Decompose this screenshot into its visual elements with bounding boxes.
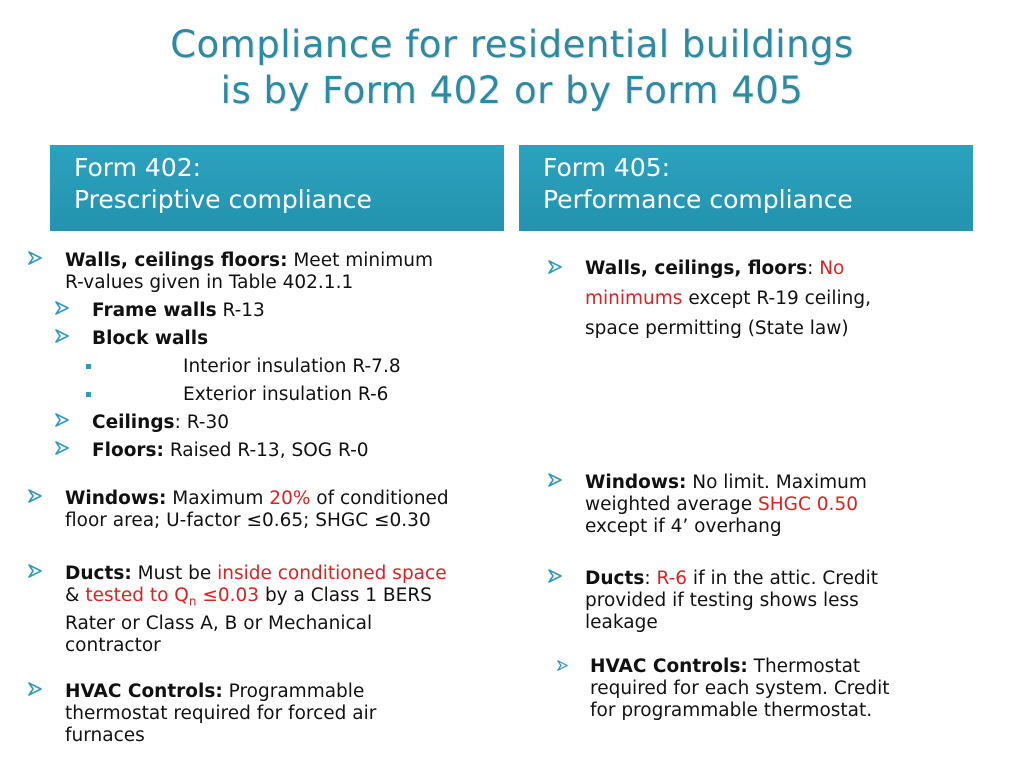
arrow-bullet-icon xyxy=(28,682,42,696)
form-402-windows-block xyxy=(28,488,508,532)
list-item-windows: Windows: Maximum 20% of conditioned floor area; U-factor ≤0.65; SHGC ≤0.30 xyxy=(28,488,508,532)
slide-title xyxy=(0,22,1024,114)
list-item-ducts: Ducts: Must be inside conditioned space & tested to $Q_n \le 0.03$ by a Class 1 BERS Rater or Class A, B or Mechanical contractor xyxy=(28,563,508,657)
list-item-exterior-insulation: Exterior insulation R-6 xyxy=(86,384,508,406)
arrow-bullet-icon xyxy=(28,564,42,578)
title-line-2: is by Form 402 or by Form 405 xyxy=(220,69,804,112)
list-item-frame-walls: Frame walls R-13 xyxy=(55,300,508,322)
list-item-walls: Walls, ceilings, floors: No minimums except R-19 ceiling, space permitting (State law) xyxy=(548,254,988,344)
title-line-1: Compliance for residential buildings xyxy=(170,23,854,66)
arrow-bullet-icon xyxy=(55,329,69,343)
list-item-hvac-controls: HVAC Controls: Programmable thermostat required for forced air furnaces xyxy=(28,681,508,747)
list-item-walls: Walls, ceilings floors: Meet minimum R-values given in Table 402.1.1 xyxy=(28,250,508,294)
square-bullet-icon xyxy=(86,364,91,369)
list-item-hvac-controls: HVAC Controls: Thermostat required for each system. Credit for programmable thermostat. xyxy=(555,656,985,722)
arrow-bullet-icon xyxy=(548,569,562,583)
list-item-interior-insulation: Interior insulation R-7.8 xyxy=(86,356,508,378)
form-405-windows-block xyxy=(548,472,988,538)
form-402-hvac-block xyxy=(28,681,508,747)
arrow-bullet-icon xyxy=(55,441,69,455)
arrow-bullet-icon xyxy=(557,660,568,671)
arrow-bullet-icon xyxy=(55,301,69,315)
form-402-header xyxy=(50,145,504,231)
form-402-header-line-2: Prescriptive compliance xyxy=(74,185,372,214)
form-405-ducts-block xyxy=(548,568,988,634)
square-bullet-icon xyxy=(86,392,91,397)
form-405-header-line-2: Performance compliance xyxy=(543,185,853,214)
arrow-bullet-icon xyxy=(28,251,42,265)
form-405-hvac-block xyxy=(555,656,985,722)
list-item-ducts: Ducts: R-6 if in the attic. Credit provided if testing shows less leakage xyxy=(548,568,988,634)
form-402-header-line-1: Form 402: xyxy=(74,153,202,182)
arrow-bullet-icon xyxy=(55,413,69,427)
form-405-header-line-1: Form 405: xyxy=(543,153,671,182)
list-item-block-walls: Block walls xyxy=(55,328,508,350)
arrow-bullet-icon xyxy=(28,489,42,503)
arrow-bullet-icon xyxy=(548,260,562,274)
form-402-walls-block xyxy=(28,250,508,462)
list-item-ceilings: Ceilings: R-30 xyxy=(55,412,508,434)
arrow-bullet-icon xyxy=(548,473,562,487)
list-item-windows: Windows: No limit. Maximum weighted average SHGC 0.50 except if 4’ overhang xyxy=(548,472,988,538)
form-405-walls-block xyxy=(548,254,988,344)
form-405-header xyxy=(519,145,973,231)
form-402-ducts-block xyxy=(28,563,508,657)
list-item-floors: Floors: Raised R-13, SOG R-0 xyxy=(55,440,508,462)
